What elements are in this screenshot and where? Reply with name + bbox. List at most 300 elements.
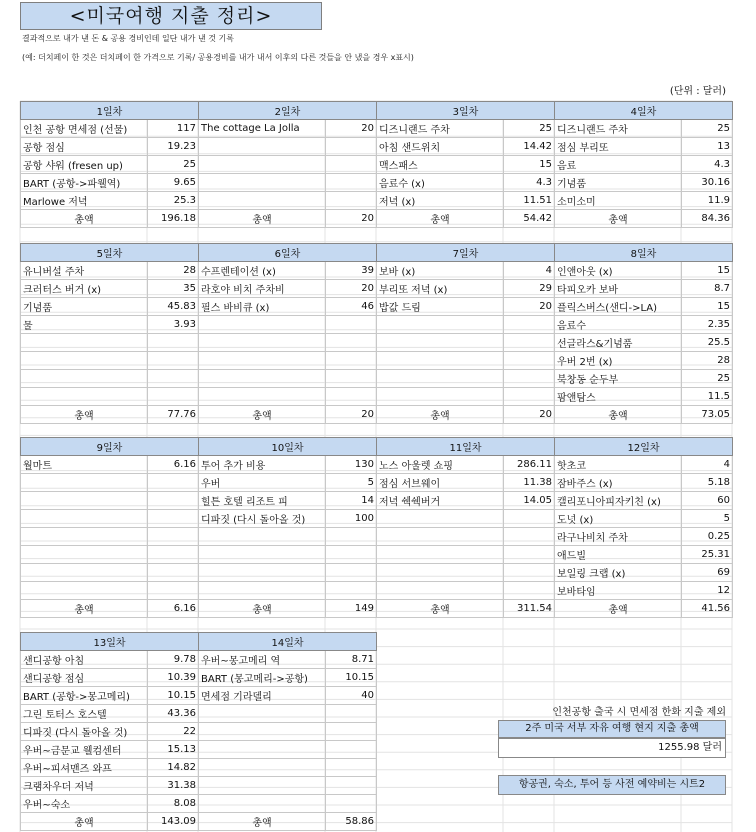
table-row [377, 546, 555, 564]
expense-item-cell[interactable] [377, 510, 504, 528]
expense-amount-cell[interactable] [326, 759, 377, 777]
day-header[interactable]: 2일차 [199, 102, 377, 120]
expense-item-cell[interactable]: BART (공항->몽고메리) [21, 687, 148, 705]
total-amount-cell[interactable]: 58.86 [326, 813, 377, 831]
expense-item-cell[interactable]: 도넛 (x) [555, 510, 682, 528]
expense-amount-cell[interactable]: 45.83 [148, 298, 199, 316]
table-row [199, 564, 377, 582]
day-header-row [555, 244, 733, 262]
expense-item-cell[interactable] [199, 192, 326, 210]
expense-item-cell[interactable] [377, 370, 504, 388]
expense-item-cell[interactable]: 공항 점심 [21, 138, 148, 156]
day-header-row [199, 633, 377, 651]
expense-amount-cell[interactable]: 20 [326, 120, 377, 138]
expense-item-cell[interactable] [199, 388, 326, 406]
expense-amount-cell[interactable]: 10.15 [148, 687, 199, 705]
expense-amount-cell[interactable]: 28 [682, 352, 733, 370]
total-label-cell[interactable]: 총액 [555, 600, 682, 618]
expense-item-cell[interactable]: 기념품 [21, 298, 148, 316]
expense-amount-cell[interactable]: 4 [504, 262, 555, 280]
expense-item-cell[interactable]: 디즈니랜드 주차 [377, 120, 504, 138]
expense-item-cell[interactable]: 인천 공항 면세점 (선물) [21, 120, 148, 138]
expense-item-cell[interactable] [21, 474, 148, 492]
expense-item-cell[interactable] [21, 582, 148, 600]
expense-amount-cell[interactable]: 15 [504, 156, 555, 174]
expense-item-cell[interactable] [199, 795, 326, 813]
expense-amount-cell[interactable]: 100 [326, 510, 377, 528]
expense-item-cell[interactable]: 핫초코 [555, 456, 682, 474]
table-row [377, 120, 555, 138]
expense-item-cell[interactable]: 보바타임 [555, 582, 682, 600]
table-row [377, 262, 555, 280]
expense-item-cell[interactable]: 디파짓 (다시 돌아올 것) [199, 510, 326, 528]
expense-item-cell[interactable] [377, 546, 504, 564]
expense-item-cell[interactable]: 투어 추가 비용 [199, 456, 326, 474]
expense-amount-cell[interactable] [326, 388, 377, 406]
day-block [376, 101, 555, 228]
expense-item-cell[interactable]: 소미소미 [555, 192, 682, 210]
day-block [376, 437, 555, 618]
expense-amount-cell[interactable] [326, 564, 377, 582]
expense-amount-cell[interactable]: 15 [682, 298, 733, 316]
day-header[interactable]: 1일차 [21, 102, 199, 120]
expense-amount-cell[interactable]: 15 [682, 262, 733, 280]
expense-item-cell[interactable] [199, 138, 326, 156]
expense-item-cell[interactable]: 북창동 순두부 [555, 370, 682, 388]
expense-amount-cell[interactable]: 69 [682, 564, 733, 582]
expense-item-cell[interactable]: 밥값 드림 [377, 298, 504, 316]
expense-amount-cell[interactable]: 5 [326, 474, 377, 492]
day-header-row [199, 244, 377, 262]
day-block [198, 632, 377, 831]
expense-item-cell[interactable]: 타피오카 보바 [555, 280, 682, 298]
expense-amount-cell[interactable] [326, 316, 377, 334]
expense-item-cell[interactable]: 음료수 [555, 316, 682, 334]
total-amount-cell[interactable]: 20 [326, 210, 377, 228]
expense-item-cell[interactable]: 인앤아웃 (x) [555, 262, 682, 280]
total-amount-cell[interactable]: 6.16 [148, 600, 199, 618]
expense-amount-cell[interactable]: 117 [148, 120, 199, 138]
expense-item-cell[interactable] [199, 546, 326, 564]
day-header[interactable]: 13일차 [21, 633, 199, 651]
expense-item-cell[interactable] [21, 492, 148, 510]
expense-amount-cell[interactable]: 35 [148, 280, 199, 298]
expense-amount-cell[interactable] [148, 334, 199, 352]
table-row [199, 138, 377, 156]
expense-amount-cell[interactable] [504, 528, 555, 546]
expense-amount-cell[interactable]: 20 [326, 280, 377, 298]
expense-item-cell[interactable] [199, 741, 326, 759]
expense-item-cell[interactable]: 샌디공항 점심 [21, 669, 148, 687]
table-row [21, 156, 199, 174]
grand-total-label: 2주 미국 서부 자유 여행 현지 지출 총액 [498, 720, 726, 738]
expense-amount-cell[interactable] [148, 510, 199, 528]
total-label-cell[interactable]: 총액 [377, 600, 504, 618]
expense-item-cell[interactable] [199, 528, 326, 546]
day-block [20, 101, 199, 228]
total-row [555, 406, 733, 424]
expense-item-cell[interactable] [21, 388, 148, 406]
day-header[interactable]: 10일차 [199, 438, 377, 456]
total-row [377, 210, 555, 228]
expense-item-cell[interactable]: 우버~금문교 웰컴센터 [21, 741, 148, 759]
expense-amount-cell[interactable]: 14.82 [148, 759, 199, 777]
expense-amount-cell[interactable]: 43.36 [148, 705, 199, 723]
presale-sheet-note: 항공권, 숙소, 투어 등 사전 예약비는 시트2 [498, 775, 726, 795]
expense-amount-cell[interactable] [326, 156, 377, 174]
expense-amount-cell[interactable]: 2.35 [682, 316, 733, 334]
total-label-cell[interactable]: 총액 [555, 406, 682, 424]
expense-amount-cell[interactable] [504, 352, 555, 370]
table-row [377, 192, 555, 210]
expense-amount-cell[interactable]: 11.38 [504, 474, 555, 492]
table-row [555, 546, 733, 564]
expense-amount-cell[interactable]: 25 [504, 120, 555, 138]
expense-item-cell[interactable] [21, 370, 148, 388]
expense-amount-cell[interactable]: 8.7 [682, 280, 733, 298]
expense-item-cell[interactable] [21, 352, 148, 370]
expense-amount-cell[interactable]: 19.23 [148, 138, 199, 156]
expense-amount-cell[interactable]: 25 [148, 156, 199, 174]
expense-amount-cell[interactable]: 286.11 [504, 456, 555, 474]
total-label-cell[interactable]: 총액 [21, 406, 148, 424]
expense-item-cell[interactable] [21, 528, 148, 546]
expense-item-cell[interactable]: 수프렌테이션 (x) [199, 262, 326, 280]
total-label-cell[interactable]: 총액 [377, 210, 504, 228]
total-amount-cell[interactable]: 54.42 [504, 210, 555, 228]
expense-item-cell[interactable]: 우버~몽고메리 역 [199, 651, 326, 669]
table-row [21, 138, 199, 156]
expense-item-cell[interactable] [377, 564, 504, 582]
expense-amount-cell[interactable] [148, 388, 199, 406]
day-header[interactable]: 6일차 [199, 244, 377, 262]
day-header[interactable]: 14일차 [199, 633, 377, 651]
expense-item-cell[interactable] [199, 705, 326, 723]
expense-item-cell[interactable]: 라구나비치 주차 [555, 528, 682, 546]
expense-item-cell[interactable] [199, 723, 326, 741]
expense-amount-cell[interactable]: 39 [326, 262, 377, 280]
summary-note: 인천공항 출국 시 면세점 한화 지출 제외 [552, 707, 726, 718]
table-row [555, 510, 733, 528]
expense-amount-cell[interactable]: 13 [682, 138, 733, 156]
total-amount-cell[interactable]: 77.76 [148, 406, 199, 424]
table-row [21, 192, 199, 210]
expense-amount-cell[interactable] [148, 582, 199, 600]
expense-item-cell[interactable]: 잠바주스 (x) [555, 474, 682, 492]
expense-item-cell[interactable] [199, 334, 326, 352]
expense-item-cell[interactable] [21, 546, 148, 564]
expense-amount-cell[interactable]: 25.5 [682, 334, 733, 352]
expense-amount-cell[interactable]: 14 [326, 492, 377, 510]
expense-item-cell[interactable]: BART (공항->파웰역) [21, 174, 148, 192]
total-amount-cell[interactable]: 41.56 [682, 600, 733, 618]
table-row [199, 528, 377, 546]
expense-amount-cell[interactable] [326, 777, 377, 795]
expense-amount-cell[interactable]: 5.18 [682, 474, 733, 492]
expense-item-cell[interactable] [21, 564, 148, 582]
expense-item-cell[interactable]: 선글라스&기념품 [555, 334, 682, 352]
expense-amount-cell[interactable]: 25 [682, 370, 733, 388]
expense-amount-cell[interactable]: 4.3 [504, 174, 555, 192]
expense-item-cell[interactable]: 공항 샤워 (fresen up) [21, 156, 148, 174]
day-header[interactable]: 12일차 [555, 438, 733, 456]
expense-amount-cell[interactable] [326, 192, 377, 210]
expense-item-cell[interactable] [377, 334, 504, 352]
expense-item-cell[interactable] [377, 316, 504, 334]
expense-item-cell[interactable]: 기념품 [555, 174, 682, 192]
total-amount-cell[interactable]: 84.36 [682, 210, 733, 228]
expense-item-cell[interactable]: 라호야 비치 주차비 [199, 280, 326, 298]
expense-item-cell[interactable]: 저녁 쉑쉑버거 [377, 492, 504, 510]
table-row [21, 582, 199, 600]
expense-item-cell[interactable]: 보바 (x) [377, 262, 504, 280]
expense-amount-cell[interactable]: 9.65 [148, 174, 199, 192]
expense-item-cell[interactable] [199, 316, 326, 334]
expense-item-cell[interactable]: 부리또 저녁 (x) [377, 280, 504, 298]
expense-item-cell[interactable] [199, 370, 326, 388]
expense-item-cell[interactable] [377, 582, 504, 600]
expense-item-cell[interactable]: 그린 토터스 호스텔 [21, 705, 148, 723]
total-label-cell[interactable]: 총액 [377, 406, 504, 424]
total-label-cell[interactable]: 총액 [21, 210, 148, 228]
expense-amount-cell[interactable]: 28 [148, 262, 199, 280]
total-amount-cell[interactable]: 196.18 [148, 210, 199, 228]
expense-amount-cell[interactable] [504, 334, 555, 352]
expense-item-cell[interactable]: 디즈니랜드 주차 [555, 120, 682, 138]
expense-amount-cell[interactable]: 8.71 [326, 651, 377, 669]
expense-amount-cell[interactable]: 14.42 [504, 138, 555, 156]
total-label-cell[interactable]: 총액 [199, 210, 326, 228]
day-header[interactable]: 4일차 [555, 102, 733, 120]
table-row [199, 192, 377, 210]
expense-item-cell[interactable]: 월마트 [21, 456, 148, 474]
expense-amount-cell[interactable]: 31.38 [148, 777, 199, 795]
expense-item-cell[interactable]: 노스 아울렛 쇼핑 [377, 456, 504, 474]
expense-item-cell[interactable]: 필스 바비큐 (x) [199, 298, 326, 316]
expense-item-cell[interactable]: 점심 서브웨이 [377, 474, 504, 492]
expense-amount-cell[interactable] [148, 546, 199, 564]
expense-item-cell[interactable]: 아침 샌드위치 [377, 138, 504, 156]
expense-amount-cell[interactable]: 25.3 [148, 192, 199, 210]
expense-item-cell[interactable] [199, 582, 326, 600]
expense-amount-cell[interactable]: 60 [682, 492, 733, 510]
expense-amount-cell[interactable] [504, 582, 555, 600]
expense-item-cell[interactable]: 맥스패스 [377, 156, 504, 174]
table-row [555, 334, 733, 352]
day-header-row [21, 633, 199, 651]
total-label-cell[interactable]: 총액 [555, 210, 682, 228]
total-amount-cell[interactable]: 149 [326, 600, 377, 618]
expense-item-cell[interactable] [377, 388, 504, 406]
total-label-cell[interactable]: 총액 [199, 600, 326, 618]
expense-item-cell[interactable]: 우버 [199, 474, 326, 492]
expense-amount-cell[interactable] [326, 370, 377, 388]
expense-amount-cell[interactable] [504, 388, 555, 406]
expense-item-cell[interactable] [377, 352, 504, 370]
expense-item-cell[interactable]: 애드빌 [555, 546, 682, 564]
expense-amount-cell[interactable]: 46 [326, 298, 377, 316]
expense-item-cell[interactable]: 점심 부리또 [555, 138, 682, 156]
total-label-cell[interactable]: 총액 [199, 813, 326, 831]
table-row [199, 370, 377, 388]
table-row [377, 280, 555, 298]
expense-item-cell[interactable]: 면세점 기라델리 [199, 687, 326, 705]
day-header[interactable]: 11일차 [377, 438, 555, 456]
expense-amount-cell[interactable] [326, 741, 377, 759]
expense-item-cell[interactable]: 저녁 (x) [377, 192, 504, 210]
expense-amount-cell[interactable] [148, 474, 199, 492]
total-amount-cell[interactable]: 73.05 [682, 406, 733, 424]
expense-amount-cell[interactable]: 8.08 [148, 795, 199, 813]
expense-item-cell[interactable]: Marlowe 저녁 [21, 192, 148, 210]
table-row [555, 456, 733, 474]
expense-amount-cell[interactable] [504, 370, 555, 388]
expense-amount-cell[interactable] [504, 510, 555, 528]
expense-item-cell[interactable] [199, 777, 326, 795]
table-row [555, 120, 733, 138]
expense-amount-cell[interactable]: 25.31 [682, 546, 733, 564]
expense-amount-cell[interactable]: 20 [504, 298, 555, 316]
expense-item-cell[interactable]: The cottage La Jolla [199, 120, 326, 138]
expense-item-cell[interactable] [21, 510, 148, 528]
expense-amount-cell[interactable] [326, 174, 377, 192]
expense-amount-cell[interactable] [326, 334, 377, 352]
table-row [21, 528, 199, 546]
expense-amount-cell[interactable]: 3.93 [148, 316, 199, 334]
day-block [20, 437, 199, 618]
table-row [377, 388, 555, 406]
day-header-row [21, 102, 199, 120]
total-amount-cell[interactable]: 20 [504, 406, 555, 424]
expense-amount-cell[interactable]: 6.16 [148, 456, 199, 474]
table-row [21, 795, 199, 813]
expense-amount-cell[interactable] [326, 352, 377, 370]
expense-amount-cell[interactable]: 11.5 [682, 388, 733, 406]
expense-amount-cell[interactable] [326, 795, 377, 813]
expense-amount-cell[interactable]: 14.05 [504, 492, 555, 510]
expense-item-cell[interactable] [199, 759, 326, 777]
expense-amount-cell[interactable]: 12 [682, 582, 733, 600]
expense-item-cell[interactable]: 유니버설 주차 [21, 262, 148, 280]
table-row [377, 474, 555, 492]
table-row [555, 492, 733, 510]
day-block [20, 243, 199, 424]
expense-amount-cell[interactable]: 30.16 [682, 174, 733, 192]
expense-item-cell[interactable]: 힐튼 호텔 리조트 피 [199, 492, 326, 510]
expense-amount-cell[interactable] [504, 316, 555, 334]
expense-amount-cell[interactable] [148, 492, 199, 510]
table-row [377, 564, 555, 582]
table-row [377, 582, 555, 600]
expense-amount-cell[interactable]: 11.9 [682, 192, 733, 210]
expense-item-cell[interactable]: 우버~피셔맨즈 와프 [21, 759, 148, 777]
expense-amount-cell[interactable]: 25 [682, 120, 733, 138]
expense-amount-cell[interactable]: 4.3 [682, 156, 733, 174]
expense-amount-cell[interactable] [326, 723, 377, 741]
expense-amount-cell[interactable]: 11.51 [504, 192, 555, 210]
day-header[interactable]: 9일차 [21, 438, 199, 456]
expense-amount-cell[interactable]: 15.13 [148, 741, 199, 759]
expense-item-cell[interactable]: 디파짓 (다시 돌아올 것) [21, 723, 148, 741]
table-row [555, 280, 733, 298]
expense-amount-cell[interactable] [326, 582, 377, 600]
expense-item-cell[interactable] [199, 174, 326, 192]
expense-amount-cell[interactable]: 4 [682, 456, 733, 474]
table-row [199, 651, 377, 669]
expense-amount-cell[interactable]: 9.78 [148, 651, 199, 669]
day-header[interactable]: 7일차 [377, 244, 555, 262]
expense-item-cell[interactable]: 우버 2번 (x) [555, 352, 682, 370]
expense-amount-cell[interactable]: 40 [326, 687, 377, 705]
expense-item-cell[interactable] [21, 334, 148, 352]
expense-amount-cell[interactable] [148, 370, 199, 388]
expense-item-cell[interactable]: 캘리포니아피자키친 (x) [555, 492, 682, 510]
table-row [555, 156, 733, 174]
day-header[interactable]: 3일차 [377, 102, 555, 120]
expense-item-cell[interactable]: 물 [21, 316, 148, 334]
day-header[interactable]: 8일차 [555, 244, 733, 262]
total-amount-cell[interactable]: 143.09 [148, 813, 199, 831]
expense-amount-cell[interactable]: 0.25 [682, 528, 733, 546]
expense-amount-cell[interactable] [504, 546, 555, 564]
expense-amount-cell[interactable] [326, 705, 377, 723]
expense-amount-cell[interactable] [504, 564, 555, 582]
table-row [555, 262, 733, 280]
expense-amount-cell[interactable]: 22 [148, 723, 199, 741]
expense-amount-cell[interactable] [148, 564, 199, 582]
expense-item-cell[interactable] [199, 156, 326, 174]
expense-item-cell[interactable] [199, 352, 326, 370]
expense-amount-cell[interactable] [326, 546, 377, 564]
total-row [555, 600, 733, 618]
table-row [21, 388, 199, 406]
expense-amount-cell[interactable] [148, 528, 199, 546]
expense-item-cell[interactable]: 보일링 크랩 (x) [555, 564, 682, 582]
total-amount-cell[interactable]: 311.54 [504, 600, 555, 618]
expense-amount-cell[interactable]: 29 [504, 280, 555, 298]
expense-amount-cell[interactable] [326, 528, 377, 546]
expense-amount-cell[interactable]: 10.15 [326, 669, 377, 687]
expense-amount-cell[interactable] [148, 352, 199, 370]
expense-amount-cell[interactable]: 5 [682, 510, 733, 528]
expense-item-cell[interactable] [377, 528, 504, 546]
expense-item-cell[interactable]: 우버~숙소 [21, 795, 148, 813]
expense-amount-cell[interactable]: 10.39 [148, 669, 199, 687]
expense-item-cell[interactable]: 플릭스버스(샌디->LA) [555, 298, 682, 316]
expense-item-cell[interactable]: BART (몽고메리->공항) [199, 669, 326, 687]
total-label-cell[interactable]: 총액 [199, 406, 326, 424]
expense-item-cell[interactable]: 음료 [555, 156, 682, 174]
expense-item-cell[interactable]: 음료수 (x) [377, 174, 504, 192]
expense-item-cell[interactable] [199, 564, 326, 582]
total-label-cell[interactable]: 총액 [21, 813, 148, 831]
day-header[interactable]: 5일차 [21, 244, 199, 262]
total-label-cell[interactable]: 총액 [21, 600, 148, 618]
day-header-row [555, 438, 733, 456]
table-row [555, 564, 733, 582]
table-row [21, 298, 199, 316]
expense-amount-cell[interactable]: 130 [326, 456, 377, 474]
expense-amount-cell[interactable] [326, 138, 377, 156]
day-block [554, 101, 733, 228]
expense-item-cell[interactable]: 크러터스 버거 (x) [21, 280, 148, 298]
day-block [376, 243, 555, 424]
expense-item-cell[interactable]: 샌디공항 아침 [21, 651, 148, 669]
expense-item-cell[interactable]: 크램차우더 저녁 [21, 777, 148, 795]
table-row [377, 334, 555, 352]
expense-item-cell[interactable]: 팜앤탐스 [555, 388, 682, 406]
total-amount-cell[interactable]: 20 [326, 406, 377, 424]
